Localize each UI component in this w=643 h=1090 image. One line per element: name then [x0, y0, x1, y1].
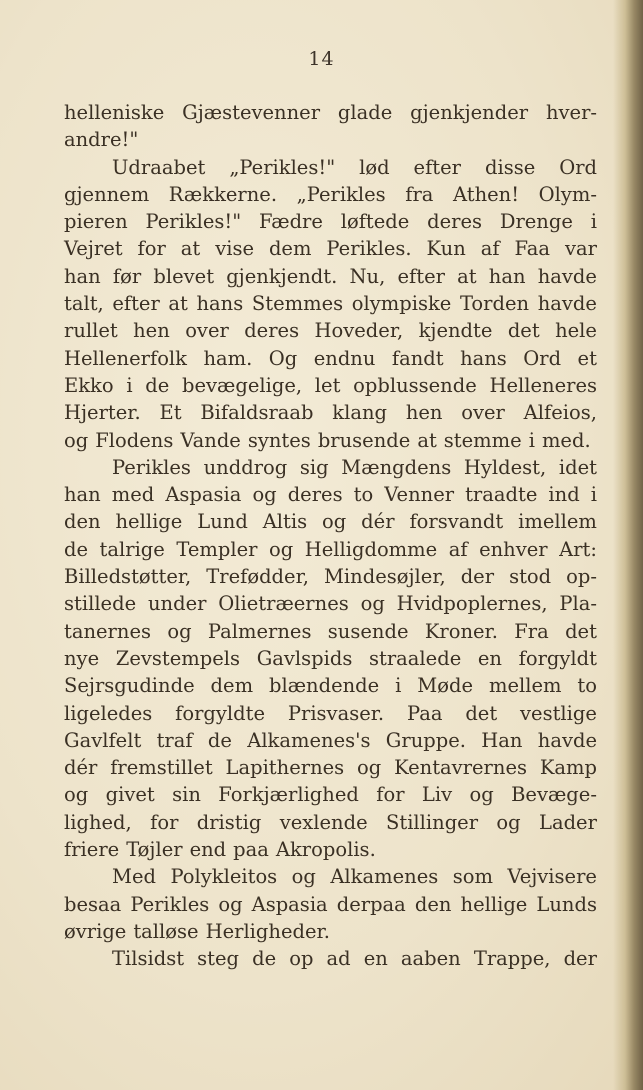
word: Drenge	[499, 210, 573, 234]
word: for	[137, 237, 166, 261]
word: og	[218, 892, 243, 916]
word: straalede	[369, 646, 462, 670]
word: hen	[405, 401, 443, 425]
word: kjendte	[418, 319, 493, 343]
word: med	[111, 483, 155, 507]
word: stillede	[64, 592, 137, 616]
word: efter	[413, 155, 462, 179]
word: traadte	[465, 483, 538, 507]
word: Ekko	[64, 373, 114, 397]
word: disse	[484, 155, 536, 179]
word: Trefødder,	[206, 565, 309, 589]
word: Stemmes	[251, 292, 344, 316]
text-line	[64, 809, 597, 836]
word: den	[64, 510, 101, 534]
word: efter	[397, 264, 445, 288]
text-line	[64, 481, 597, 508]
word: Alfeios,	[523, 401, 597, 425]
word: dristig	[196, 810, 262, 834]
word: Vejret	[64, 237, 123, 261]
word: det	[465, 701, 498, 725]
text-line	[64, 372, 597, 399]
word: Og	[268, 346, 298, 370]
word: vise	[215, 237, 254, 261]
word: Athen!	[453, 182, 520, 206]
word: at	[168, 292, 188, 316]
word: ad	[326, 947, 351, 971]
text-line	[64, 99, 597, 126]
word: at	[417, 428, 437, 452]
word: klang	[332, 401, 388, 425]
word: den	[414, 892, 452, 916]
word: gjenkjender	[410, 101, 529, 124]
word: hellige	[115, 510, 183, 534]
word: Billedstøtter,	[64, 565, 192, 589]
word: forgyldt	[518, 646, 597, 670]
word: stemme	[443, 428, 522, 452]
word: i	[395, 674, 402, 698]
word: let	[314, 373, 341, 397]
word: de	[145, 373, 170, 397]
word: Lund	[197, 510, 248, 534]
word: Kun	[426, 237, 466, 261]
word: deres	[244, 319, 300, 343]
word: gjenkjendt.	[226, 264, 338, 288]
word: lighed,	[64, 810, 132, 834]
word: i	[590, 210, 597, 234]
word: Han	[481, 728, 523, 752]
text-line	[64, 618, 597, 645]
word: ind	[548, 483, 580, 507]
word: Paa	[406, 701, 443, 725]
word: og	[167, 619, 192, 643]
text-line	[64, 536, 597, 563]
word: Olietræernes	[218, 592, 349, 616]
text-line	[64, 126, 597, 153]
text-line	[64, 754, 597, 781]
word: Gruppe.	[385, 728, 466, 752]
word: Hellenerfolk	[64, 346, 187, 370]
word: Prisvaser.	[287, 701, 385, 725]
word: Rækkerne.	[168, 182, 278, 206]
word: op-	[566, 565, 597, 589]
word: op	[289, 947, 314, 971]
word: og	[268, 537, 294, 561]
word: Alkamenes	[330, 865, 439, 889]
word: dér	[361, 510, 395, 534]
word: gjennem	[64, 182, 150, 206]
word: bevægelige,	[182, 373, 303, 397]
word: Venner	[384, 483, 455, 507]
word: Gjæstevenner	[182, 101, 321, 124]
body-text	[64, 99, 597, 973]
text-line	[64, 290, 597, 317]
word: over	[461, 401, 505, 425]
word: Forkjærlighed	[218, 783, 359, 807]
word: fandt	[391, 346, 444, 370]
word: glade	[337, 101, 393, 124]
word: Fra	[514, 619, 549, 643]
word: helleniske	[64, 101, 165, 124]
word: Lader	[539, 810, 597, 834]
word: øvrige	[64, 919, 127, 943]
word: tanernes	[64, 619, 151, 643]
word: hans	[460, 346, 507, 370]
page-number: 14	[308, 48, 335, 70]
word: Tøjler	[126, 838, 183, 862]
word: og	[64, 428, 89, 452]
word: Alkamenes's	[247, 728, 371, 752]
text-line	[64, 918, 597, 945]
word: i	[528, 428, 535, 452]
word: Mindesøjler,	[323, 565, 446, 589]
word: blevet	[153, 264, 215, 288]
word: Hvidpoplernes,	[396, 592, 548, 616]
word: „Perikles!"	[229, 155, 336, 179]
word: over	[185, 319, 229, 343]
word: steg	[197, 947, 240, 971]
word: Stillinger	[386, 810, 479, 834]
text-line	[64, 181, 597, 208]
word: paa	[233, 838, 269, 862]
word: Kamp	[539, 756, 597, 780]
word: han	[64, 483, 101, 507]
word: Polykleitos	[170, 865, 278, 889]
text-line	[64, 508, 597, 535]
word: Ord	[523, 346, 562, 370]
word: han	[64, 264, 101, 288]
word: Bifaldsraab	[200, 401, 314, 425]
word: Gavlfelt	[64, 728, 142, 752]
word: mellem	[488, 674, 562, 698]
word: to	[577, 674, 597, 698]
text-line	[64, 235, 597, 262]
word: og	[64, 783, 89, 807]
word: og	[322, 510, 347, 534]
word: Vejvisere	[507, 865, 597, 889]
word: Liv	[421, 783, 453, 807]
word: og	[360, 592, 385, 616]
word: Aspasia	[251, 892, 328, 916]
word: endnu	[313, 346, 376, 370]
word: Templer	[176, 537, 258, 561]
word: Hyldest,	[463, 455, 547, 479]
word: forgyldte	[175, 701, 266, 725]
word: var	[564, 237, 597, 261]
word: brusende	[317, 428, 411, 452]
word: Tilsidst	[112, 947, 185, 971]
word: hellige	[460, 892, 528, 916]
word: for	[376, 783, 405, 807]
text-line	[64, 891, 597, 918]
word: det	[507, 319, 540, 343]
word: Sejrsgudinde	[64, 674, 195, 698]
word: hans	[196, 292, 244, 316]
word: Gavlspids	[256, 646, 353, 670]
word: dem	[210, 674, 254, 698]
word: løftede	[340, 210, 410, 234]
word: talrige	[99, 537, 165, 561]
word: deres	[427, 210, 483, 234]
word: for	[150, 810, 179, 834]
word: olympiske	[351, 292, 452, 316]
word: traf	[156, 728, 193, 752]
text-line	[64, 399, 597, 426]
text-line	[64, 836, 597, 863]
word: havde	[537, 292, 597, 316]
word: talt,	[64, 292, 104, 316]
word: deres	[287, 483, 343, 507]
word: imellem	[518, 510, 597, 534]
word: Fædre	[259, 210, 323, 234]
text-line	[64, 563, 597, 590]
word: unddrog	[203, 455, 288, 479]
word: rullet	[64, 319, 118, 343]
word: Pla-	[559, 592, 597, 616]
word: og	[291, 865, 316, 889]
word: Lapithernes	[225, 756, 345, 780]
word: Helligdomme	[304, 537, 438, 561]
word: Ord	[559, 155, 597, 179]
word: Flodens	[95, 428, 174, 452]
word: havde	[537, 728, 597, 752]
word: end	[189, 838, 227, 862]
word: ligeledes	[64, 701, 153, 725]
text-line	[64, 863, 597, 890]
word: hele	[555, 319, 597, 343]
word: derpaa	[336, 892, 406, 916]
word: Med	[112, 865, 156, 889]
word: ham.	[203, 346, 253, 370]
word: Helleneres	[489, 373, 597, 397]
word: Kentavrernes	[394, 756, 527, 780]
word: Herligheder.	[205, 919, 330, 943]
word: Perikles!"	[145, 210, 242, 234]
text-line	[64, 700, 597, 727]
word: hen	[133, 319, 170, 343]
word: Faa	[514, 237, 551, 261]
word: sin	[172, 783, 201, 807]
word: aaben	[400, 947, 461, 971]
word: en	[477, 646, 502, 670]
word: Bevæge-	[511, 783, 597, 807]
word: Perikles	[130, 892, 210, 916]
word: det	[565, 619, 597, 643]
text-line	[64, 727, 597, 754]
text-line	[64, 945, 597, 972]
word: blændende	[268, 674, 380, 698]
text-line	[64, 454, 597, 481]
word: to	[353, 483, 374, 507]
word: Palmernes	[207, 619, 312, 643]
word: hver-	[545, 101, 597, 124]
text-line	[64, 645, 597, 672]
word: Akropolis.	[275, 838, 376, 862]
word: Perikles	[112, 455, 191, 479]
word: vestlige	[520, 701, 597, 725]
word: Mængdens	[341, 455, 452, 479]
word: at	[457, 264, 477, 288]
word: Hoveder,	[314, 319, 404, 343]
text-line	[64, 672, 597, 699]
word: en	[363, 947, 388, 971]
word: fra	[405, 182, 434, 206]
word: Nu,	[349, 264, 386, 288]
text-line	[64, 154, 597, 181]
word: andre!"	[64, 128, 139, 152]
word: Trappe,	[473, 947, 551, 971]
word: Udraabet	[112, 155, 206, 179]
word: med.	[541, 428, 591, 452]
text-line	[64, 427, 597, 454]
word: der	[563, 947, 597, 971]
word: et	[577, 346, 597, 370]
word: de	[207, 728, 232, 752]
word: fremstillet	[110, 756, 213, 780]
word: opblussende	[353, 373, 477, 397]
text-line	[64, 317, 597, 344]
word: af	[448, 537, 468, 561]
text-line	[64, 781, 597, 808]
text-line	[64, 263, 597, 290]
word: pieren	[64, 210, 128, 234]
word: susende	[327, 619, 409, 643]
word: givet	[105, 783, 155, 807]
word: vexlende	[279, 810, 368, 834]
word: syntes	[247, 428, 311, 452]
text-line	[64, 345, 597, 372]
word: Torden	[459, 292, 530, 316]
word: i	[590, 483, 597, 507]
word: Aspasia	[165, 483, 242, 507]
word: han	[488, 264, 526, 288]
word: forsvandt	[409, 510, 504, 534]
word: i	[126, 373, 133, 397]
word: dér	[64, 756, 98, 780]
word: „Perikles	[296, 182, 386, 206]
word: Kroner.	[424, 619, 498, 643]
word: Lunds	[536, 892, 597, 916]
word: de	[252, 947, 277, 971]
word: under	[147, 592, 207, 616]
word: talløse	[133, 919, 199, 943]
page-edge-shadow	[613, 0, 643, 1090]
word: og	[469, 783, 494, 807]
word: og	[496, 810, 521, 834]
word: før	[112, 264, 142, 288]
word: Hjerter.	[64, 401, 141, 425]
word: besaa	[64, 892, 122, 916]
word: Et	[159, 401, 182, 425]
word: stod	[509, 565, 552, 589]
text-line	[64, 590, 597, 617]
word: nye	[64, 646, 100, 670]
word: Olym-	[538, 182, 597, 206]
word: af	[480, 237, 500, 261]
word: og	[252, 483, 277, 507]
word: sig	[299, 455, 329, 479]
word: dem	[268, 237, 312, 261]
word: og	[357, 756, 382, 780]
text-line	[64, 208, 597, 235]
word: Perikles.	[326, 237, 412, 261]
word: havde	[537, 264, 597, 288]
word: idet	[558, 455, 597, 479]
word: lød	[359, 155, 390, 179]
word: at	[180, 237, 201, 261]
word: der	[460, 565, 495, 589]
word: friere	[64, 838, 120, 862]
word: enhver	[479, 537, 548, 561]
word: Zevstempels	[115, 646, 241, 670]
word: som	[452, 865, 493, 889]
word: Art:	[559, 537, 597, 561]
word: Altis	[262, 510, 308, 534]
word: Vande	[180, 428, 241, 452]
word: efter	[112, 292, 160, 316]
word: de	[64, 537, 89, 561]
word: Møde	[417, 674, 474, 698]
